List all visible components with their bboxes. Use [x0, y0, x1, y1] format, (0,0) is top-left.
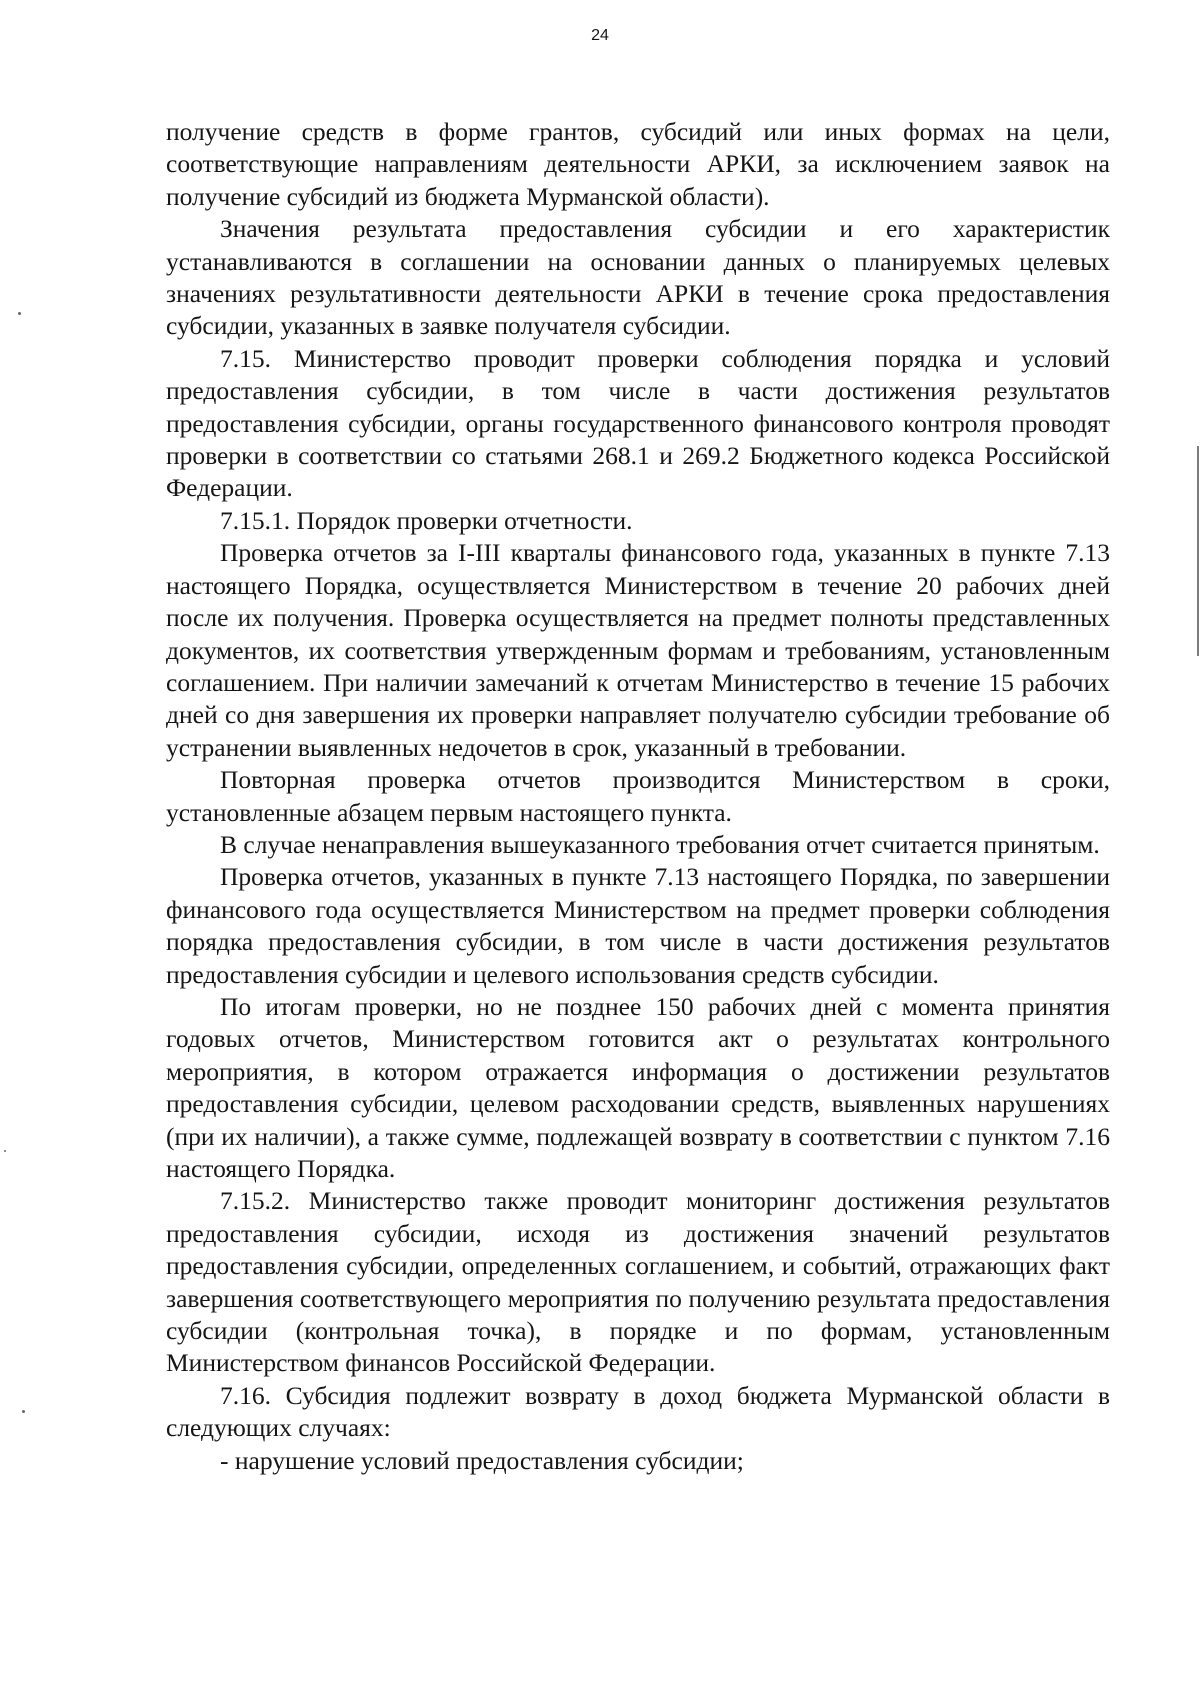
page-number: 24 [591, 27, 609, 44]
list-item-violation: - нарушение условий предоставления субсидии; [220, 1445, 744, 1475]
paragraph-7-15-1-heading: 7.15.1. Порядок проверки отчетности. [220, 505, 633, 535]
scan-speck [22, 1410, 25, 1413]
paragraph-continuation: получение средств в форме грантов, субсидий или иных формах на цели, соответствующие направлениям деятельности АРКИ, за исключением заявок на получение субсидий из бюджета Мурманской области). [166, 117, 1110, 211]
document-body [166, 116, 1110, 1477]
paragraph-7-16: 7.16. Субсидия подлежит возврату в доход бюджета Мурманской области в следующих случаях: [166, 1380, 1110, 1443]
paragraph-7-15: 7.15. Министерство проводит проверки соблюдения порядка и условий предоставления субсидии, в том числе в части достижения результатов предоставления субсидии, органы государственного финансового контроля проводят проверки в соответствии со статьями 268.1 и 269.2 Бюджетного кодекса Российской Федерации. [166, 343, 1110, 503]
scan-speck [4, 1150, 6, 1152]
paragraph-repeat-check: Повторная проверка отчетов производится Министерством в сроки, установленные абзацем первым настоящего пункта. [166, 765, 1110, 827]
paragraph-annual-check: Проверка отчетов, указанных в пункте 7.13 настоящего Порядка, по завершении финансового года осуществляется Министерством на предмет проверки соблюдения порядка предоставления субсидии, в том числе в части достижения результатов предоставления субсидии и целевого использования средств субсидии. [166, 862, 1110, 989]
paragraph-7-15-2: 7.15.2. Министерство также проводит мониторинг достижения результатов предоставления субсидии, исходя из достижения значений результатов предоставления субсидии, определенных соглашением, и событий, отражающих факт завершения соответствующего мероприятия по получению результата предоставления субсидии (контрольная точка), в порядке и по формам, установленным Министерством финансов Российской Федерации. [166, 1186, 1110, 1378]
paragraph-quarterly-check: Проверка отчетов за I-III кварталы финансового года, указанных в пункте 7.13 настоящего Порядка, осуществляется Министерством в течение 20 рабочих дней после их получения. Проверка осуществляется на предмет полноты представленных документов, их соответствия утвержденным формам и требованиям, установленным соглашением. При наличии замечаний к отчетам Министерство в течение 15 рабочих дней со дня завершения их проверки направляет получателю субсидии требование об устранении выявленных недочетов в срок, указанный в требовании. [166, 538, 1110, 762]
paragraph-report-accepted: В случае ненаправления вышеуказанного требования отчет считается принятым. [220, 829, 1100, 859]
paragraph-result-values: Значения результата предоставления субсидии и его характеристик устанавливаются в соглашении на основании данных о планируемых целевых значениях результативности деятельности АРКИ в течение срока предоставления субсидии, указанных в заявке получателя субсидии. [166, 214, 1110, 341]
paragraph-check-results: По итогам проверки, но не позднее 150 рабочих дней с момента принятия годовых отчетов, Министерством готовится акт о результатах контрольного мероприятия, в котором отражается информация о достижении результатов предоставления субсидии, целевом расходовании средств, выявленных нарушениях (при их наличии), а также сумме, подлежащей возврату в соответствии с пунктом 7.16 настоящего Порядка. [166, 991, 1110, 1183]
scan-speck [18, 312, 21, 315]
scan-edge-mark [1197, 446, 1199, 656]
